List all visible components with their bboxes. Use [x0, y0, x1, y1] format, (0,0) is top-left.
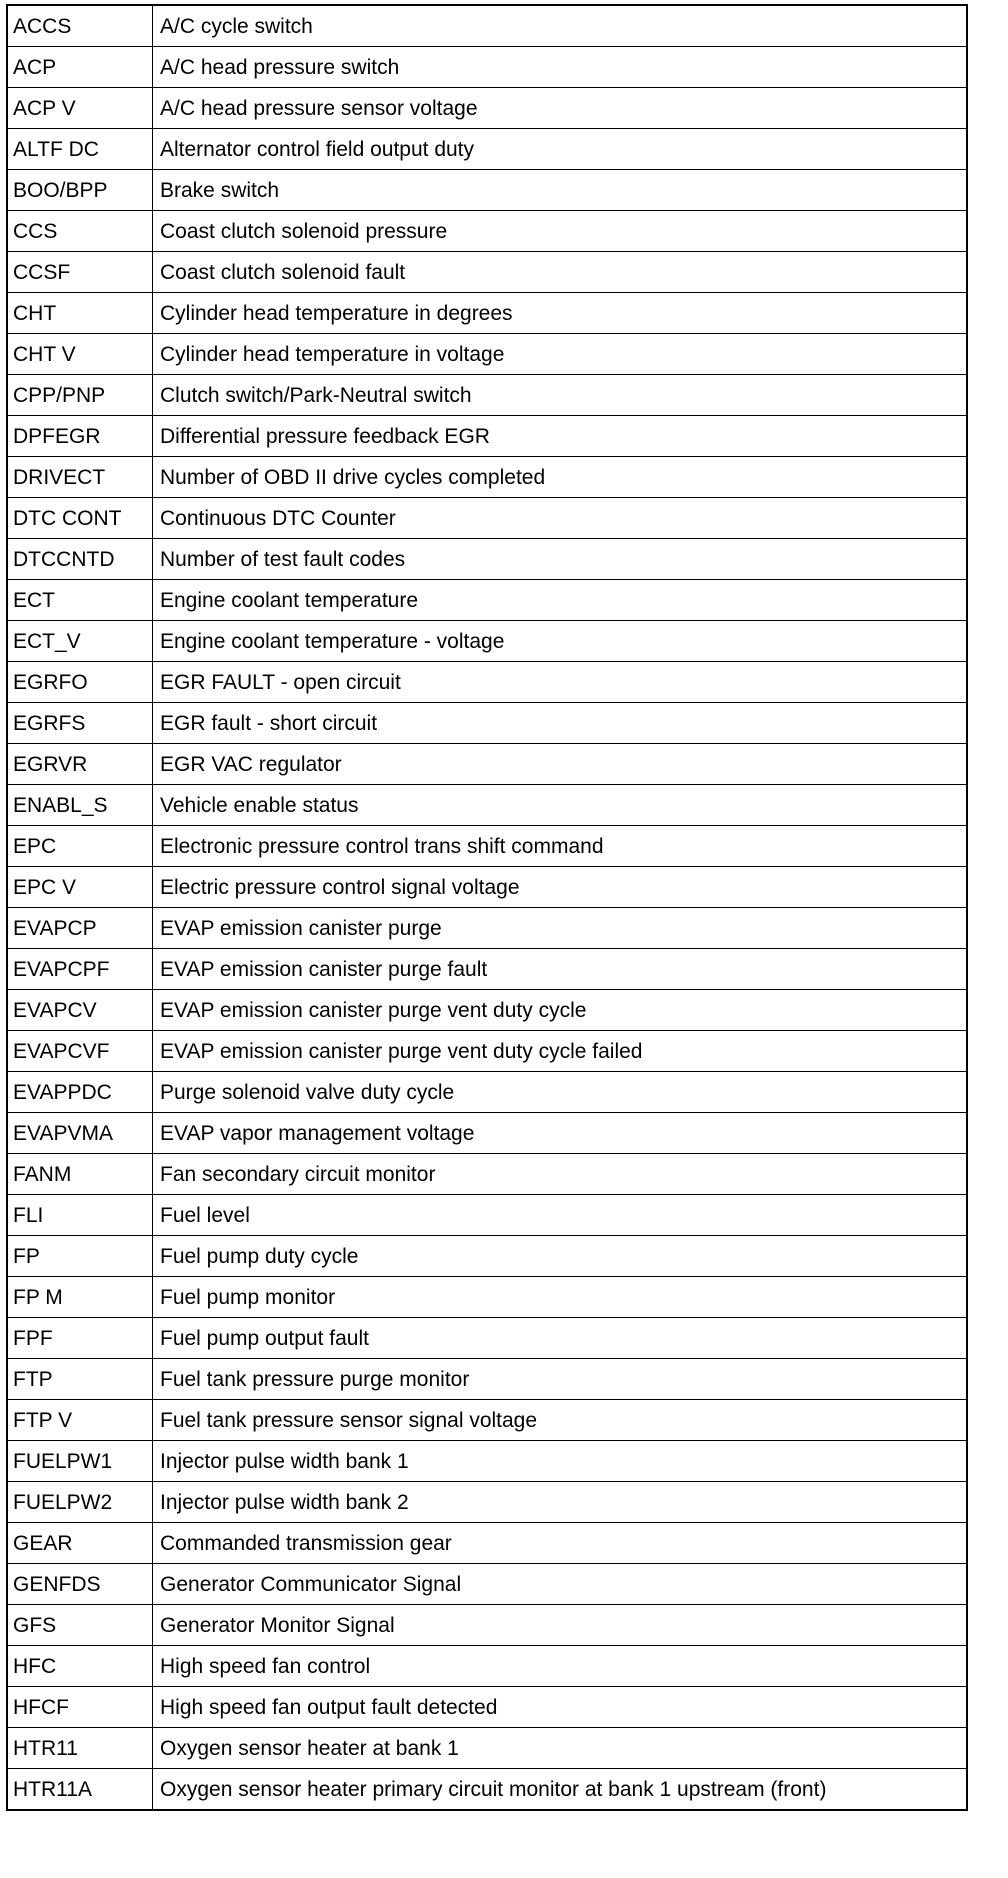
table-row: [7, 621, 967, 662]
table-row: [7, 457, 967, 498]
description-cell: Fuel pump monitor: [153, 1277, 968, 1318]
table-row: [7, 1605, 967, 1646]
description-cell: EGR FAULT - open circuit: [153, 662, 968, 703]
abbreviation-cell: FTP V: [7, 1400, 153, 1441]
abbreviation-cell: CHT: [7, 293, 153, 334]
table-row: [7, 1769, 967, 1811]
abbreviation-cell: FUELPW2: [7, 1482, 153, 1523]
description-cell: Number of test fault codes: [153, 539, 968, 580]
abbreviation-cell: EVAPPDC: [7, 1072, 153, 1113]
description-cell: Fuel tank pressure sensor signal voltage: [153, 1400, 968, 1441]
abbreviation-cell: DRIVECT: [7, 457, 153, 498]
abbreviation-cell: GFS: [7, 1605, 153, 1646]
abbreviation-cell: ACCS: [7, 5, 153, 47]
description-cell: EVAP emission canister purge vent duty cycle failed: [153, 1031, 968, 1072]
description-cell: Vehicle enable status: [153, 785, 968, 826]
table-row: [7, 785, 967, 826]
table-row: [7, 293, 967, 334]
table-row: [7, 1072, 967, 1113]
table-row: [7, 1318, 967, 1359]
table-body: [7, 5, 967, 1810]
abbreviation-cell: ACP V: [7, 88, 153, 129]
table-row: [7, 88, 967, 129]
abbreviation-cell: ECT: [7, 580, 153, 621]
table-row: [7, 1113, 967, 1154]
description-cell: Fan secondary circuit monitor: [153, 1154, 968, 1195]
abbreviation-cell: EVAPCPF: [7, 949, 153, 990]
table-row: [7, 5, 967, 47]
abbreviation-cell: ACP: [7, 47, 153, 88]
description-cell: EGR VAC regulator: [153, 744, 968, 785]
abbreviation-cell: HFCF: [7, 1687, 153, 1728]
table-row: [7, 334, 967, 375]
description-cell: Electronic pressure control trans shift command: [153, 826, 968, 867]
abbreviation-cell: FP: [7, 1236, 153, 1277]
abbreviation-cell: EVAPVMA: [7, 1113, 153, 1154]
table-row: [7, 1564, 967, 1605]
abbreviation-cell: EVAPCP: [7, 908, 153, 949]
abbreviation-cell: GEAR: [7, 1523, 153, 1564]
table-row: [7, 662, 967, 703]
description-cell: Continuous DTC Counter: [153, 498, 968, 539]
description-cell: Engine coolant temperature: [153, 580, 968, 621]
abbreviation-cell: DTC CONT: [7, 498, 153, 539]
table-row: [7, 1523, 967, 1564]
description-cell: Fuel pump output fault: [153, 1318, 968, 1359]
abbreviation-cell: HFC: [7, 1646, 153, 1687]
description-cell: EVAP emission canister purge fault: [153, 949, 968, 990]
abbreviation-cell: EGRFS: [7, 703, 153, 744]
abbreviation-cell: FUELPW1: [7, 1441, 153, 1482]
table-row: [7, 949, 967, 990]
table-row: [7, 498, 967, 539]
table-row: [7, 1687, 967, 1728]
description-cell: Cylinder head temperature in degrees: [153, 293, 968, 334]
abbreviation-cell: EGRVR: [7, 744, 153, 785]
table-row: [7, 867, 967, 908]
description-cell: Coast clutch solenoid pressure: [153, 211, 968, 252]
abbreviation-cell: CCSF: [7, 252, 153, 293]
description-cell: Cylinder head temperature in voltage: [153, 334, 968, 375]
table-row: [7, 580, 967, 621]
pid-abbreviation-table: [6, 4, 968, 1811]
table-row: [7, 375, 967, 416]
abbreviation-cell: EGRFO: [7, 662, 153, 703]
description-cell: Oxygen sensor heater at bank 1: [153, 1728, 968, 1769]
table-row: [7, 416, 967, 457]
abbreviation-cell: ECT_V: [7, 621, 153, 662]
abbreviation-cell: CPP/PNP: [7, 375, 153, 416]
description-cell: High speed fan control: [153, 1646, 968, 1687]
description-cell: Injector pulse width bank 2: [153, 1482, 968, 1523]
table-row: [7, 170, 967, 211]
abbreviation-cell: FP M: [7, 1277, 153, 1318]
description-cell: Oxygen sensor heater primary circuit monitor at bank 1 upstream (front): [153, 1769, 968, 1811]
description-cell: Purge solenoid valve duty cycle: [153, 1072, 968, 1113]
table-row: [7, 1277, 967, 1318]
abbreviation-cell: EPC V: [7, 867, 153, 908]
description-cell: EVAP vapor management voltage: [153, 1113, 968, 1154]
abbreviation-cell: ALTF DC: [7, 129, 153, 170]
abbreviation-cell: EPC: [7, 826, 153, 867]
table-row: [7, 1482, 967, 1523]
table-row: [7, 1031, 967, 1072]
description-cell: A/C cycle switch: [153, 5, 968, 47]
description-cell: Fuel tank pressure purge monitor: [153, 1359, 968, 1400]
abbreviation-cell: FPF: [7, 1318, 153, 1359]
description-cell: Fuel level: [153, 1195, 968, 1236]
description-cell: Number of OBD II drive cycles completed: [153, 457, 968, 498]
description-cell: Generator Monitor Signal: [153, 1605, 968, 1646]
table-row: [7, 47, 967, 88]
description-cell: EVAP emission canister purge: [153, 908, 968, 949]
abbreviation-cell: ENABL_S: [7, 785, 153, 826]
description-cell: Alternator control field output duty: [153, 129, 968, 170]
description-cell: A/C head pressure sensor voltage: [153, 88, 968, 129]
description-cell: EVAP emission canister purge vent duty cycle: [153, 990, 968, 1031]
abbreviation-cell: HTR11A: [7, 1769, 153, 1811]
abbreviation-cell: DTCCNTD: [7, 539, 153, 580]
table-row: [7, 990, 967, 1031]
abbreviation-cell: BOO/BPP: [7, 170, 153, 211]
table-row: [7, 826, 967, 867]
table-row: [7, 129, 967, 170]
table-row: [7, 908, 967, 949]
description-cell: Electric pressure control signal voltage: [153, 867, 968, 908]
description-cell: Coast clutch solenoid fault: [153, 252, 968, 293]
table-row: [7, 1728, 967, 1769]
table-row: [7, 1359, 967, 1400]
table-row: [7, 1236, 967, 1277]
abbreviation-cell: HTR11: [7, 1728, 153, 1769]
abbreviation-cell: FANM: [7, 1154, 153, 1195]
abbreviation-cell: GENFDS: [7, 1564, 153, 1605]
abbreviation-cell: CCS: [7, 211, 153, 252]
abbreviation-cell: FTP: [7, 1359, 153, 1400]
description-cell: Commanded transmission gear: [153, 1523, 968, 1564]
table-row: [7, 252, 967, 293]
description-cell: High speed fan output fault detected: [153, 1687, 968, 1728]
table-row: [7, 703, 967, 744]
description-cell: Generator Communicator Signal: [153, 1564, 968, 1605]
table-row: [7, 1646, 967, 1687]
table-row: [7, 1154, 967, 1195]
abbreviation-cell: CHT V: [7, 334, 153, 375]
description-cell: Brake switch: [153, 170, 968, 211]
table-row: [7, 1195, 967, 1236]
description-cell: EGR fault - short circuit: [153, 703, 968, 744]
description-cell: Clutch switch/Park-Neutral switch: [153, 375, 968, 416]
description-cell: Engine coolant temperature - voltage: [153, 621, 968, 662]
table-row: [7, 1400, 967, 1441]
abbreviation-cell: EVAPCV: [7, 990, 153, 1031]
description-cell: Injector pulse width bank 1: [153, 1441, 968, 1482]
description-cell: A/C head pressure switch: [153, 47, 968, 88]
description-cell: Fuel pump duty cycle: [153, 1236, 968, 1277]
table-row: [7, 539, 967, 580]
description-cell: Differential pressure feedback EGR: [153, 416, 968, 457]
abbreviation-cell: FLI: [7, 1195, 153, 1236]
table-row: [7, 211, 967, 252]
abbreviation-cell: DPFEGR: [7, 416, 153, 457]
table-row: [7, 1441, 967, 1482]
abbreviation-cell: EVAPCVF: [7, 1031, 153, 1072]
table-row: [7, 744, 967, 785]
